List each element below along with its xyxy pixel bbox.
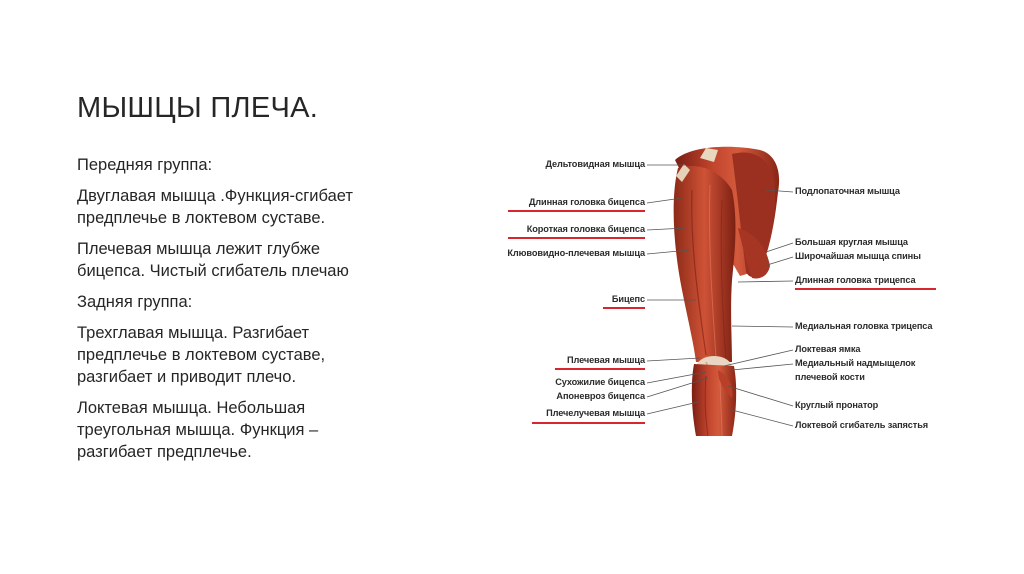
- label-flexor-carpi-ulnaris: Локтевой сгибатель запястья: [795, 420, 929, 430]
- label-humerus: плечевой кости: [795, 372, 865, 382]
- label-teres-major: Большая круглая мышца: [795, 237, 908, 247]
- label-cubital-fossa: Локтевая ямка: [795, 344, 861, 354]
- label-biceps-tendon: Сухожилие бицепса: [555, 377, 645, 387]
- underline-biceps-long-head: [508, 210, 645, 212]
- label-biceps: Бицепс: [611, 294, 645, 304]
- paragraph-triceps: Трехглавая мышца. Разгибает предплечье в локтевом суставе, разгибает и приводит плечо.: [77, 324, 326, 386]
- label-bicipital-aponeurosis: Апоневроз бицепса: [556, 391, 645, 401]
- label-biceps-long-head: Длинная головка бицепса: [528, 197, 645, 207]
- underline-biceps: [603, 307, 645, 309]
- label-biceps-short-head: Короткая головка бицепса: [526, 224, 645, 234]
- paragraph-brachialis: Плечевая мышца лежит глубже бицепса. Чистый сгибатель плечаю: [77, 240, 349, 280]
- arm-muscle-figure: [470, 140, 960, 445]
- underline-biceps-short-head: [508, 237, 645, 239]
- label-brachioradialis: Плечелучевая мышца: [546, 408, 645, 418]
- label-triceps-long-head: Длинная головка трицепса: [795, 275, 916, 285]
- underline-brachialis: [555, 368, 645, 370]
- paragraph-anterior-group: Передняя группа:: [77, 156, 213, 174]
- label-pronator-teres: Круглый пронатор: [795, 400, 879, 410]
- label-subscapularis: Подлопаточная мышца: [795, 186, 900, 196]
- label-coracobrachialis: Клювовидно-плечевая мышца: [507, 248, 645, 258]
- label-triceps-medial-head: Медиальная головка трицепса: [795, 321, 933, 331]
- underline-triceps-long-head: [795, 288, 936, 290]
- label-medial-epicondyle: Медиальный надмыщелок: [795, 358, 916, 368]
- body-text: [77, 154, 377, 472]
- label-deltoid: Дельтовидная мышца: [545, 159, 645, 169]
- paragraph-biceps: Двуглавая мышца .Функция-сгибает предплечье в локтевом суставе.: [77, 187, 353, 227]
- label-latissimus-dorsi: Широчайшая мышца спины: [795, 251, 921, 261]
- paragraph-anconeus: Локтевая мышца. Небольшая треугольная мышца. Функция – разгибает предплечье.: [77, 399, 319, 461]
- label-brachialis: Плечевая мышца: [567, 355, 645, 365]
- slide-title: МЫШЦЫ ПЛЕЧА.: [77, 92, 319, 124]
- underline-brachioradialis: [532, 422, 645, 424]
- paragraph-posterior-group: Задняя группа:: [77, 293, 193, 311]
